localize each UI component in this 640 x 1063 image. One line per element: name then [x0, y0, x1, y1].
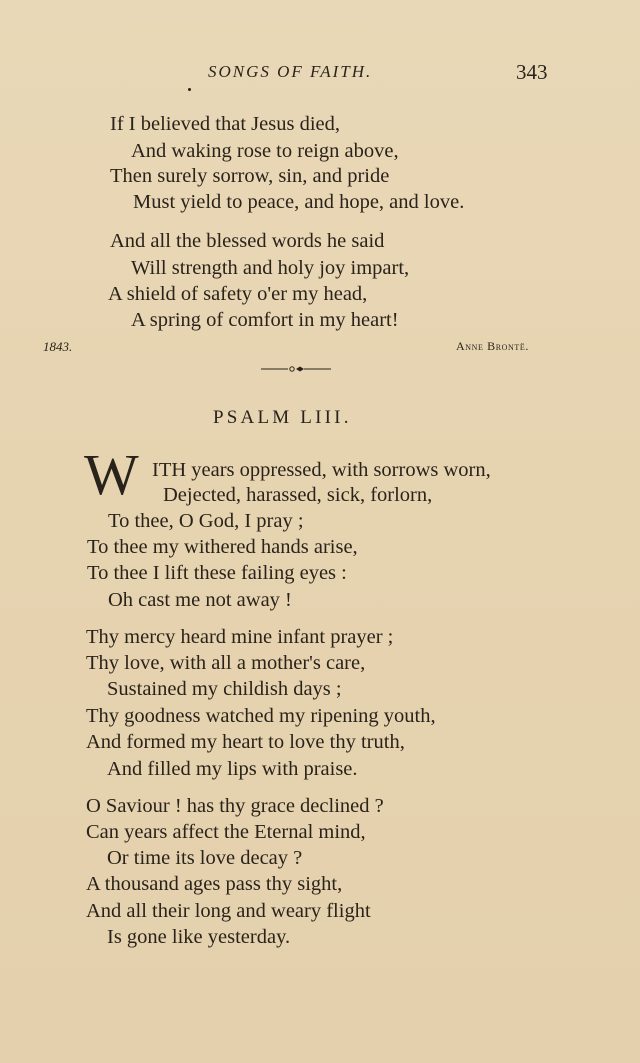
poem-line: Dejected, harassed, sick, forlorn,	[163, 484, 433, 506]
poem-line: Then surely sorrow, sin, and pride	[110, 165, 390, 187]
poem-line: A spring of comfort in my heart!	[131, 309, 399, 331]
poem-line: To thee I lift these failing eyes :	[87, 562, 347, 584]
poem-line: Thy love, with all a mother's care,	[86, 652, 366, 674]
poem-line: And filled my lips with praise.	[107, 758, 358, 780]
poem-line: A thousand ages pass thy sight,	[86, 873, 343, 895]
poem-year: 1843.	[43, 339, 73, 354]
poem-line: Thy goodness watched my ripening youth,	[86, 705, 436, 727]
poem-line: Sustained my childish days ;	[107, 678, 342, 700]
poem-line: And waking rose to reign above,	[131, 140, 399, 162]
poem-title: PSALM LIII.	[213, 407, 352, 428]
poem-line: And formed my heart to love thy truth,	[86, 731, 405, 753]
poem-line: Must yield to peace, and hope, and love.	[133, 191, 465, 213]
poem-line: Is gone like yesterday.	[107, 926, 291, 948]
poem-line: And all the blessed words he said	[110, 230, 385, 252]
poem-line: Or time its love decay ?	[107, 847, 303, 869]
poem-line: If I believed that Jesus died,	[110, 113, 340, 135]
ink-speck	[188, 88, 191, 91]
poem-author: Anne Brontë.	[456, 339, 529, 353]
poem-line: Oh cast me not away !	[108, 589, 292, 611]
poem1-credit	[0, 339, 640, 357]
poem-line: Can years affect the Eternal mind,	[86, 821, 366, 843]
poem-line: O Saviour ! has thy grace declined ?	[86, 795, 384, 817]
running-head	[0, 62, 640, 86]
poem-line: And all their long and weary flight	[86, 900, 371, 922]
poem-line: Thy mercy heard mine infant prayer ;	[86, 626, 394, 648]
drop-cap: W	[84, 442, 139, 507]
page-number: 343	[516, 60, 548, 84]
running-title: SONGS OF FAITH.	[208, 62, 373, 81]
section-divider-ornament	[261, 364, 331, 374]
poem-line: To thee, O God, I pray ;	[108, 510, 304, 532]
poem-line: ITH years oppressed, with sorrows worn,	[152, 459, 491, 481]
poem-line: Will strength and holy joy impart,	[131, 257, 410, 279]
poem-line: To thee my withered hands arise,	[87, 536, 358, 558]
poem-line: A shield of safety o'er my head,	[108, 283, 368, 305]
